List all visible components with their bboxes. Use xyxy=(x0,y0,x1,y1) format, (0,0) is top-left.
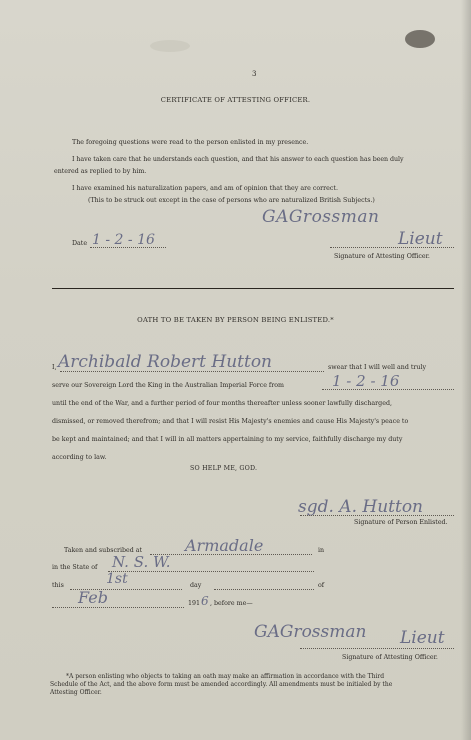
oath-line-3: until the end of the War, and a further period of four months thereafter unless sooner lawfully discharged, xyxy=(52,400,392,407)
oath-line-2: serve our Sovereign Lord the King in the Australian Imperial Force from xyxy=(52,382,285,389)
enlistee-name: Archibald Robert Hutton xyxy=(58,352,273,372)
signature-line-2 xyxy=(300,515,454,516)
date-label: Date xyxy=(72,240,88,247)
certificate-paragraph-1: The foregoing questions were read to the person enlisted in my presence. xyxy=(72,139,309,146)
month-line xyxy=(52,607,184,608)
oath-closing: SO HELP ME, GOD. xyxy=(190,465,258,472)
year-digit: 6 xyxy=(201,594,209,608)
certificate-paragraph-3: I have examined his naturalization papers, and am of opinion that they are correct. xyxy=(72,185,338,192)
attesting-officer-signature: GAGrossman xyxy=(262,207,380,227)
state-label: in the State of xyxy=(52,564,98,571)
oath-line-6: according to law. xyxy=(52,454,107,461)
certificate-paragraph-2: I have taken care that he understands each question, and that his answer to each question has been duly xyxy=(72,156,404,163)
this-label: this xyxy=(52,582,64,589)
officer-signature-2: GAGrossman xyxy=(254,622,367,642)
taken-label: Taken and subscribed at xyxy=(64,547,143,554)
in-label: in xyxy=(318,547,325,554)
before-me-label: , before me— xyxy=(210,600,253,607)
footnote-line-2: Schedule of the Act, and the above form must be amended accordingly. All amendments must be initialed by the xyxy=(50,681,393,688)
officer-rank-2: Lieut xyxy=(400,628,445,648)
state-line xyxy=(108,571,314,572)
month-line-a xyxy=(214,589,314,590)
year-prefix: 191 xyxy=(188,600,201,607)
oath-line-4: dismissed, or removed therefrom; and that I will resist His Majesty's enemies and cause His Majesty's peace to xyxy=(52,418,409,425)
certificate-title: CERTIFICATE OF ATTESTING OFFICER. xyxy=(160,96,311,104)
footnote-line-3: Attesting Officer. xyxy=(50,689,102,696)
date-value: 1 - 2 - 16 xyxy=(92,232,155,248)
from-date: 1 - 2 - 16 xyxy=(332,372,400,390)
section-divider xyxy=(52,288,454,289)
certificate-paragraph-2-cont: entered as replied to by him. xyxy=(54,168,147,175)
oath-i-label: I, xyxy=(52,364,57,371)
officer-signature-caption-2: Signature of Attesting Officer. xyxy=(342,654,438,661)
enlistee-signature-caption: Signature of Person Enlisted. xyxy=(354,519,448,526)
page-number: 3 xyxy=(252,70,257,78)
paper-stain-2 xyxy=(150,40,190,52)
oath-line-5: be kept and maintained; and that I will in all matters appertaining to my service, faithfully discharge my duty xyxy=(52,436,403,443)
attesting-officer-rank: Lieut xyxy=(398,229,443,249)
signature-line-3 xyxy=(300,648,454,649)
of-label: of xyxy=(318,582,325,589)
month-value: Feb xyxy=(78,588,108,607)
signature-caption-1: Signature of Attesting Officer. xyxy=(334,253,430,260)
oath-line-1-tail: swear that I will well and truly xyxy=(328,364,427,371)
oath-title: OATH TO BE TAKEN BY PERSON BEING ENLISTED.* xyxy=(137,316,334,324)
certificate-naturalized-note: (This to be struck out except in the case of persons who are naturalized British Subjects.) xyxy=(88,197,375,204)
paper-stain xyxy=(405,30,435,48)
place-value: Armadale xyxy=(185,536,264,555)
enlistee-signature: sgd. A. Hutton xyxy=(298,497,424,517)
page-edge-shadow xyxy=(461,0,471,740)
day-label: day xyxy=(190,582,202,589)
footnote-line-1: *A person enlisting who objects to taking an oath may make an affirmation in accordance with the Third xyxy=(66,673,385,680)
state-value: N. S. W. xyxy=(112,553,171,571)
day-value: 1st xyxy=(106,571,128,587)
